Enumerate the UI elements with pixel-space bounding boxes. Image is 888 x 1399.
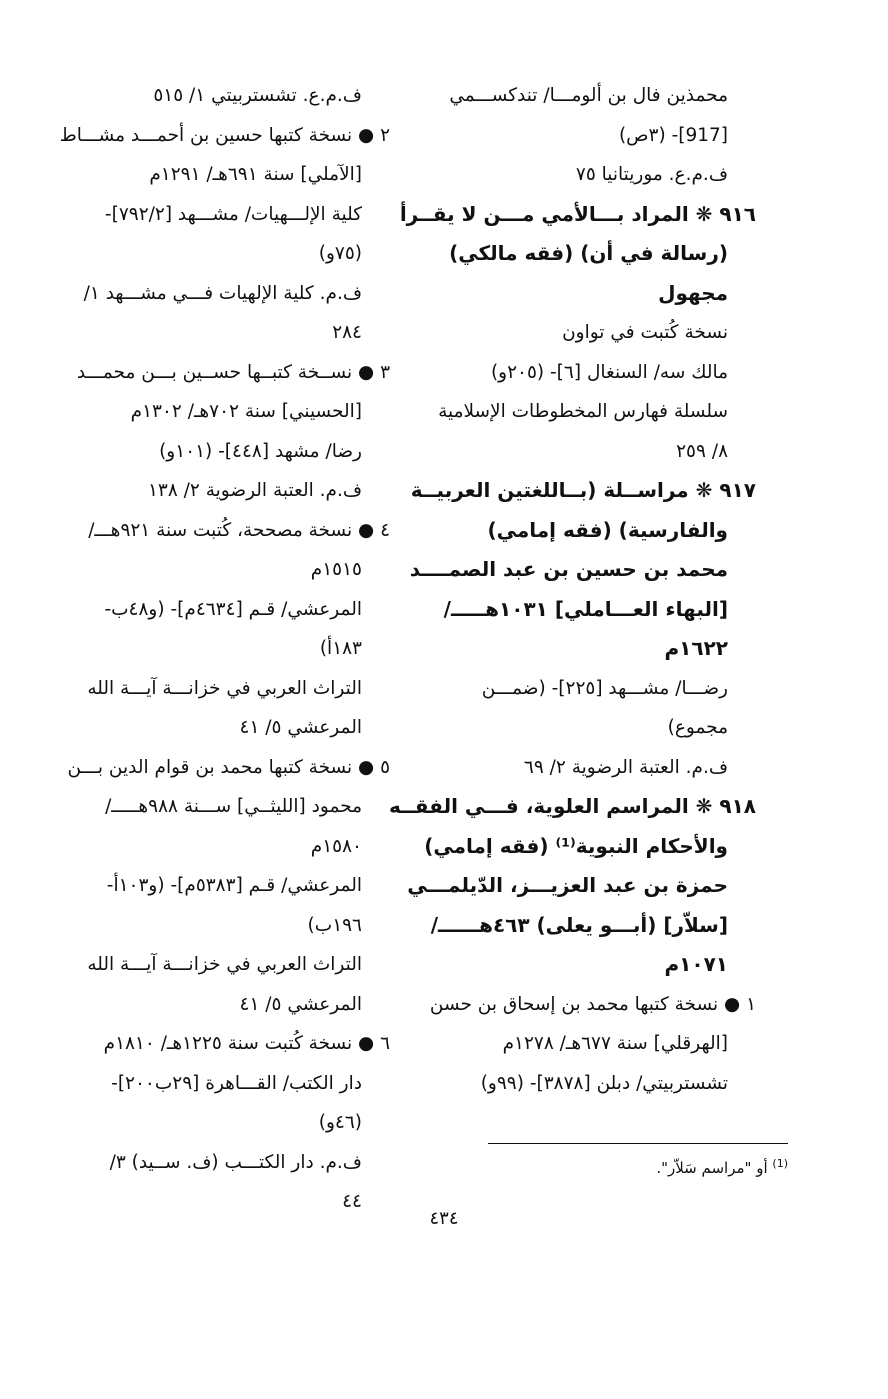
text-line: محمد بن حسين بن عبد الصمــــد — [409, 557, 728, 581]
text-line: [سلاّر] (أبـــو يعلى) ٤٦٣هــــــ/ — [430, 912, 728, 937]
text-line: ف.م. دار الكتـــب (ف. ســيد) ٣/ — [109, 1151, 362, 1173]
text-line: ١ ● نسخة كتبها محمد بن إسحاق بن حسن — [429, 993, 756, 1015]
left-column — [60, 76, 390, 1222]
text-line: ف.م. العتبة الرضوية ٢/ ٦٩ — [523, 756, 728, 778]
text-line: محمذين فال بن ألومـــا/ تندكســـمي — [449, 85, 728, 106]
text-line: مجموع) — [667, 717, 728, 738]
text-line: ١٩٦ب) — [307, 914, 362, 936]
text-line: (٧٥و) — [318, 243, 362, 264]
text-line: ١٨٣أ) — [319, 638, 362, 659]
text-line: والأحكام النبوية⁽¹⁾ (فقه إمامي) — [424, 833, 728, 858]
text-line: [الآملي] سنة ٦٩١هـ/ ١٢٩١م — [149, 164, 362, 185]
text-line: ٤٤ — [342, 1191, 362, 1212]
text-line: ٢٨٤ — [332, 322, 362, 343]
text-line: والفارسية) (فقه إمامي) — [487, 517, 728, 542]
text-line: ٥ ● نسخة كتبها محمد بن قوام الدين بـــن — [67, 756, 390, 778]
text-line: التراث العربي في خزانـــة آيـــة الله — [87, 677, 362, 699]
text-line: المرعشي/ قـم [٥٣٨٣م]- (و١٠٣أ- — [106, 875, 362, 896]
text-line: ٩١٧ ❋ مراســلة (بــاللغتين العربيــة — [410, 478, 756, 502]
text-line: ١٥٨٠م — [310, 835, 362, 857]
footnote-divider — [488, 1143, 788, 1144]
text-line: [الحسيني] سنة ٧٠٢هـ/ ١٣٠٢م — [130, 401, 362, 422]
text-line: كلية الإلـــهيات/ مشـــهد [٧٩٢/٢]- — [104, 203, 362, 225]
text-line: (رسالة في أن) (فقه مالكي) — [449, 241, 728, 265]
text-line: [الهرقلي] سنة ٦٧٧هـ/ ١٢٧٨م — [502, 1033, 728, 1054]
text-line: (٤٦و) — [318, 1112, 362, 1133]
right-column — [388, 76, 756, 1103]
text-line: المرعشي/ قـم [٤٦٣٤م]- (و٤٨ب- — [104, 598, 362, 620]
text-line: ف.م. العتبة الرضوية ٢/ ١٣٨ — [147, 480, 362, 501]
text-line: ٨/ ٢٥٩ — [676, 440, 728, 462]
text-line: ١٦٢٢م — [664, 636, 728, 660]
text-line: دار الكتب/ القـــاهرة [٢٩ب٢٠٠]- — [111, 1072, 362, 1094]
text-line: مجهول — [658, 280, 728, 305]
text-line: ٤ ● نسخة مصححة، كُتبت سنة ٩٢١هـــ/ — [88, 519, 390, 541]
text-line: المرعشي ٥/ ٤١ — [239, 717, 362, 738]
text-line: التراث العربي في خزانـــة آيـــة الله — [87, 954, 362, 975]
text-line: مالك سه/ السنغال [٦]- (٢٠٥و) — [490, 361, 728, 383]
text-line: رضـــا/ مشـــهد [٢٢٥]- (ضمـــن — [481, 677, 728, 699]
text-line: نسخة كُتبت في تواون — [562, 322, 728, 343]
text-line: المرعشي ٥/ ٤١ — [239, 993, 362, 1015]
text-line: ف.م.ع. تشستربيتي ١/ ٥١٥ — [153, 85, 362, 106]
text-line: [البهاء العـــاملي] ١٠٣١هـــــ/ — [443, 596, 728, 621]
text-line: محمود [الليثــي] ســـنة ٩٨٨هـــــ/ — [105, 796, 362, 817]
text-line: ٣ ● نســخة كتبــها حســين بـــن محمـــد — [76, 361, 390, 383]
page-number: ٤٣٤ — [429, 1208, 459, 1229]
footnote-text: أو "مراسم سَلاّر". — [656, 1159, 768, 1177]
text-line: ٩١٨ ❋ المراسم العلوية، فـــي الفقــه — [388, 794, 756, 818]
text-line: حمزة بن عبد العزيـــز، الدّيلمـــي — [407, 873, 728, 897]
text-line: ف.م.ع. موريتانيا ٧٥ — [575, 164, 728, 185]
text-line: رضا/ مشهد [٤٤٨]- (١٠١و) — [159, 440, 362, 462]
text-line: [917]- (٣ص) — [618, 124, 728, 146]
footnote — [458, 1152, 788, 1180]
footnote-marker: (1) — [772, 1157, 788, 1170]
text-line: ٢ ● نسخة كتبها حسين بن أحمـــد مشـــاط — [59, 124, 390, 146]
text-line: ١٥١٥م — [310, 559, 362, 580]
text-line: تشستربيتي/ دبلن [٣٨٧٨]- (٩٩و) — [480, 1072, 728, 1094]
text-line: ١٠٧١م — [664, 952, 728, 976]
text-line: سلسلة فهارس المخطوطات الإسلامية — [438, 401, 728, 422]
text-line: ف.م. كلية الإلهيات فـــي مشـــهد ١/ — [83, 282, 362, 304]
text-line: ٩١٦ ❋ المراد بـــالأمي مـــن لا يقــرأ — [399, 201, 756, 226]
text-line: ٦ ● نسخة كُتبت سنة ١٢٢٥هـ/ ١٨١٠م — [103, 1033, 390, 1054]
